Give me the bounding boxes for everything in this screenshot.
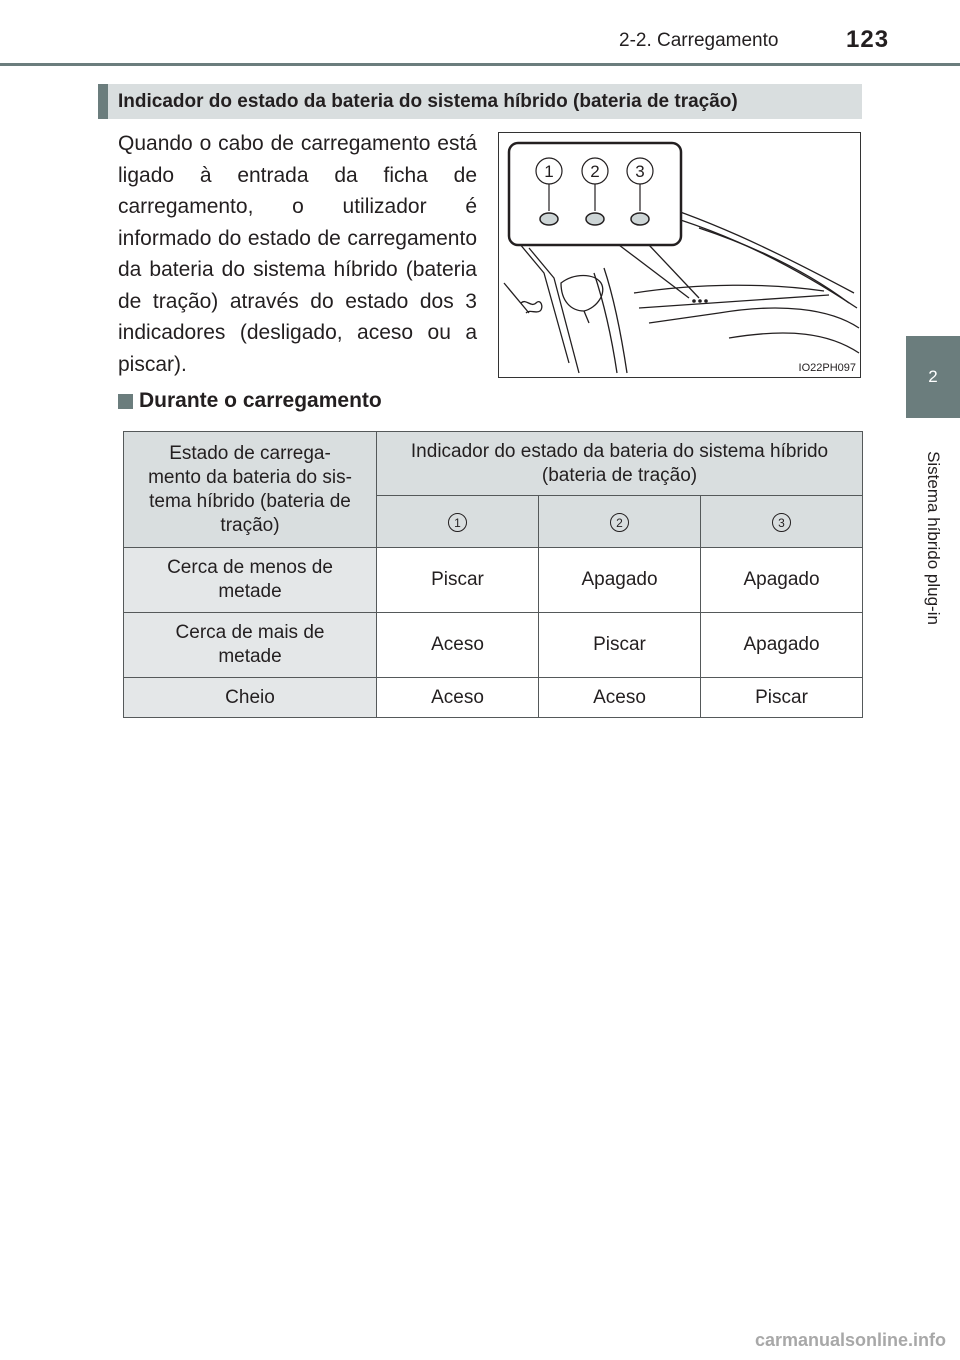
figure-code: IO22PH097 <box>798 362 856 374</box>
subheading-text: Durante o carregamento <box>139 389 382 412</box>
cell-indicator-2: Apagado <box>539 548 701 613</box>
subheading <box>118 389 382 413</box>
cell-indicator-2: Aceso <box>539 678 701 718</box>
table-row <box>124 548 863 613</box>
table-row <box>124 678 863 718</box>
cell-indicator-3: Piscar <box>701 678 863 718</box>
row-state: Cerca de menos de metade <box>124 548 377 613</box>
section-banner <box>98 84 862 119</box>
watermark: carmanualsonline.info <box>754 1330 946 1350</box>
cell-indicator-1: Aceso <box>377 678 539 718</box>
header-rule <box>0 63 960 66</box>
page-number: 123 <box>846 26 890 53</box>
col-header-indicator: Indicador do estado da bateria do sistema híbrido (bateria de tração) <box>377 432 863 496</box>
indicator-3-header: 3 <box>701 496 863 548</box>
chapter-title-vertical: Sistema híbrido plug-in <box>924 451 943 625</box>
square-bullet-icon <box>118 394 133 409</box>
cell-indicator-3: Apagado <box>701 613 863 678</box>
indicator-1-header: 1 <box>377 496 539 548</box>
row-state: Cerca de mais de metade <box>124 613 377 678</box>
col-header-state: Estado de carrega- mento da bateria do sis- tema híbrido (bateria de tração) <box>124 432 377 548</box>
body-paragraph: Quando o cabo de carregamento está ligado à entrada da ficha de carregamento, o utilizador é informado do estado de carregamento da bateria do sistema híbrido (bateria de tração) através do estado dos 3 indicadores (desligado, aceso ou a piscar). <box>118 132 477 376</box>
chapter-number: 2 <box>928 367 938 386</box>
row-state: Cheio <box>124 678 377 718</box>
table-row <box>124 613 863 678</box>
cell-indicator-1: Aceso <box>377 613 539 678</box>
cell-indicator-2: Piscar <box>539 613 701 678</box>
indicator-2-header: 2 <box>539 496 701 548</box>
section-title: Indicador do estado da bateria do sistema híbrido (bateria de tração) <box>118 90 738 112</box>
header-section-title: 2-2. Carregamento <box>619 30 779 51</box>
charge-status-table <box>123 431 863 718</box>
chapter-tab <box>906 336 960 418</box>
cell-indicator-1: Piscar <box>377 548 539 613</box>
car-dashboard-illustration <box>499 133 860 377</box>
figure-car-indicators <box>498 132 861 378</box>
cell-indicator-3: Apagado <box>701 548 863 613</box>
callout-1: 1 <box>544 162 554 181</box>
callout-3: 3 <box>635 162 645 181</box>
callout-2: 2 <box>590 162 600 181</box>
